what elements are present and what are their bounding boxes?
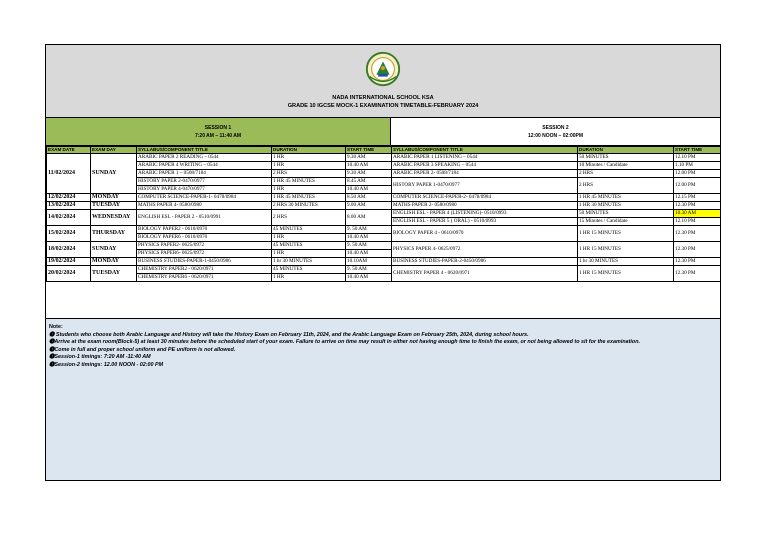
start-time-cell: 10.10AM [346, 258, 392, 266]
exam-day-cell: SUNDAY [91, 242, 137, 258]
duration-cell: 1 HR [272, 274, 346, 282]
duration-cell: 1 hr 30 MINUTES [578, 258, 674, 266]
component-title-cell: PHYSICS PAPER2- 0625/0972 [137, 242, 272, 250]
start-time-cell: 10.40 AM [346, 162, 392, 170]
note-line: 🅐Session-2 timings: 12.00 NOON - 02:00 PM [49, 361, 164, 368]
start-time-cell: 12.10 PM [674, 154, 721, 162]
duration-cell: 1 HR 15 MINUTES [578, 242, 674, 258]
exam-day-cell: MONDAY [91, 194, 137, 202]
component-title-cell: ARABIC PAPER 1 – 0508/7184 [137, 170, 272, 178]
duration-cell: 1 HR 15 MINUTES [578, 226, 674, 242]
duration-cell: 1 HR 30 MINUTES [578, 202, 674, 210]
component-title-cell: ENGLISH ESL - PAPER 2 - 0510/0991 [137, 210, 272, 226]
duration-cell: 15 Minutes / Candidate [578, 218, 674, 226]
duration-cell: 1 hr 30 MINUTES [272, 258, 346, 266]
component-title-cell: HISTORY PAPER 2-0470/0977 [137, 178, 272, 186]
duration-cell: 1 HR 15 MINUTES [578, 266, 674, 282]
note-line: 🅐Session-1 timings: 7:20 AM -11:40 AM [49, 354, 151, 361]
notes-section [46, 318, 720, 480]
start-time-cell: 8.00 AM [346, 210, 392, 226]
duration-cell: 2 HRS [272, 210, 346, 226]
start-time-cell: 12.10 PM [674, 218, 721, 226]
session-1-header [46, 118, 391, 146]
start-time-cell: 10.30 AM [674, 210, 721, 218]
column-header: EXAM DAY [91, 147, 137, 154]
component-title-cell: BUSINESS STUDIES-PAPER-1-0450/0986 [137, 258, 272, 266]
component-title-cell: ARABIC PAPER 2 READING – 0544 [137, 154, 272, 162]
exam-date-cell: 20/02/2024 [47, 266, 91, 282]
start-time-cell: 8.50 AM [346, 194, 392, 202]
column-header: EXAM DATE [47, 147, 91, 154]
note-line: 🅐 Students who choose both Arabic Language and History will take the History Exam on February 11th, 2024, and the Arabic Language Exam on February 25th, 2024, during school hours. [49, 331, 529, 338]
component-title-cell: ARABIC PAPER 4 WRITING – 0544 [137, 162, 272, 170]
start-time-cell: 12.15 PM [674, 194, 721, 202]
duration-cell: 1 HR [272, 162, 346, 170]
exam-date-cell: 11/02/2024 [47, 154, 91, 194]
start-time-cell: 9. 50 AM [346, 266, 392, 274]
duration-cell: 1 HR [272, 250, 346, 258]
start-time-cell: 12.30 PM [674, 266, 721, 282]
table-row [47, 154, 721, 162]
column-header: DURATION [272, 147, 346, 154]
component-title-cell: CHEMISTRY PAPER 4 - 0620/0971 [392, 266, 578, 282]
exam-day-cell: WEDNESDAY [91, 210, 137, 226]
component-title-cell: ARABIC PAPER 3 SPEAKING – 0544 [392, 162, 578, 170]
start-time-cell: 9.30 AM [346, 170, 392, 178]
component-title-cell: COMPUTER SCIENCE-PAPER-2- 0478/0984 [392, 194, 578, 202]
exam-date-cell: 14/02/2024 [47, 210, 91, 226]
table-row [47, 266, 721, 274]
exam-date-cell: 12/02/2024 [47, 194, 91, 202]
start-time-cell: 10.40 AM [346, 186, 392, 194]
component-title-cell: MATHS PAPER 4- 0580/0980 [137, 202, 272, 210]
exam-date-cell: 15/02/2024 [47, 226, 91, 242]
session-1-name: SESSION 1 [204, 125, 232, 131]
duration-cell: 45 MINUTES [272, 226, 346, 234]
component-title-cell: CHEMISTRY PAPER6 - 0620/0971 [137, 274, 272, 282]
column-header: SYLLABUS/COMPONENT TITLE [392, 147, 578, 154]
start-time-cell: 12.30 PM [674, 226, 721, 242]
start-time-cell: 9.30 AM [346, 154, 392, 162]
component-title-cell: BIOLOGY PAPER6 - 0610/0970 [137, 234, 272, 242]
table-row [47, 170, 721, 178]
exam-day-cell: SUNDAY [91, 154, 137, 194]
component-title-cell: HISTORY PAPER 4-0470/0977 [137, 186, 272, 194]
start-time-cell: 12.30 PM [674, 258, 721, 266]
start-time-cell: 10.40 AM [346, 250, 392, 258]
component-title-cell: COMPUTER SCIENCE-PAPER-1- 0478/0984 [137, 194, 272, 202]
start-time-cell: 12.00 PM [674, 178, 721, 194]
duration-cell: 2 HRS [272, 170, 346, 178]
column-header-row [47, 147, 721, 154]
component-title-cell: BIOLOGY PAPER2 - 0610/0970 [137, 226, 272, 234]
column-header: START TIME [674, 147, 721, 154]
session-2-header [391, 118, 720, 146]
start-time-cell: 12.30 PM [674, 202, 721, 210]
duration-cell: 1 HR [272, 186, 346, 194]
session-2-time: 12:00 NOON – 02:00PM [527, 133, 584, 139]
duration-cell: 45 MINUTES [272, 266, 346, 274]
start-time-cell: 9. 50 AM [346, 226, 392, 234]
start-time-cell: 9. 50 AM [346, 242, 392, 250]
component-title-cell: CHEMISTRY PAPER2 - 0620/0971 [137, 266, 272, 274]
school-crest-icon [364, 50, 402, 88]
timetable-sheet [45, 44, 721, 481]
start-time-cell: 12.30 PM [674, 242, 721, 258]
duration-cell: 50 MINUTES [578, 210, 674, 218]
duration-cell: 50 MINUTES [578, 154, 674, 162]
table-row [47, 226, 721, 234]
exam-date-cell: 19/02/2024 [47, 258, 91, 266]
exam-day-cell: TUESDAY [91, 202, 137, 210]
session-1-time: 7:20 AM – 11:40 AM [194, 133, 242, 139]
exam-date-cell: 13/02/2024 [47, 202, 91, 210]
component-title-cell: ARABIC PAPER 1 LISTENING – 0544 [392, 154, 578, 162]
component-title-cell: ENGLISH ESL - PAPER 4 (LISTENING)- 0510/0993 [392, 210, 578, 218]
component-title-cell: BIOLOGY PAPER 4 - 0610/0970 [392, 226, 578, 242]
start-time-cell: 1.10 PM [674, 162, 721, 170]
table-row [47, 210, 721, 218]
exam-date-cell: 18/02/2024 [47, 242, 91, 258]
duration-cell: 2 HRS 30 MINUTES [272, 202, 346, 210]
component-title-cell: MATHS PAPER 2- 0580/0980 [392, 202, 578, 210]
start-time-cell: 9.00 AM [346, 202, 392, 210]
duration-cell: 45 MINUTES [272, 242, 346, 250]
component-title-cell: HISTORY PAPER 1-0470/0977 [392, 178, 578, 194]
duration-cell: 1 HR 45 MINUTES [272, 178, 346, 186]
duration-cell: 2 HRS [578, 170, 674, 178]
exam-day-cell: TUESDAY [91, 266, 137, 282]
exam-day-cell: MONDAY [91, 258, 137, 266]
start-time-cell: 8.45 AM [346, 178, 392, 186]
column-header: SYLLABUS/COMPONENT TITLE [137, 147, 272, 154]
table-row [47, 162, 721, 170]
duration-cell: 10 Minutes / Candidate [578, 162, 674, 170]
component-title-cell: PHYSICS PAPER6- 0625/0972 [137, 250, 272, 258]
timetable [46, 146, 721, 282]
component-title-cell: PHYSICS PAPER 4- 0625/0972 [392, 242, 578, 258]
table-row [47, 242, 721, 250]
duration-cell: 2 HRS [578, 178, 674, 194]
notes-title: Note: [49, 324, 63, 330]
column-header: DURATION [578, 147, 674, 154]
duration-cell: 1 HR [272, 234, 346, 242]
table-row [47, 258, 721, 266]
table-row [47, 202, 721, 210]
duration-cell: 1 HR [272, 154, 346, 162]
start-time-cell: 12.00 PM [674, 170, 721, 178]
session-2-name: SESSION 2 [542, 125, 569, 131]
exam-day-cell: THURSDAY [91, 226, 137, 242]
duration-cell: 1 HR 45 MINUTES [578, 194, 674, 202]
duration-cell: 1 HR 45 MINUTES [272, 194, 346, 202]
component-title-cell: ENGLISH ESL - PAPER 5 ( ORAL) - 0510/0993 [392, 218, 578, 226]
start-time-cell: 10.40 AM [346, 274, 392, 282]
component-title-cell: BUSINESS STUDIES-PAPER-2-0450/0986 [392, 258, 578, 266]
exam-title: GRADE 10 IGCSE MOCK-1 EXAMINATION TIMETABLE-FEBRUARY 2024 [287, 103, 479, 109]
note-line: 🅐Come in full and proper school uniform and PE uniform is not allowed. [49, 346, 236, 353]
note-line: 🅐Arrive at the exam room(Block-5) at least 30 minutes before the scheduled start of your exam. Failure to arrive on time may result in either not having enough time to finish the exam, or not being allowed to sit for the examination. [49, 339, 640, 346]
component-title-cell: ARABIC PAPER 2- 0508/7184 [392, 170, 578, 178]
header-band [46, 45, 720, 118]
table-row [47, 194, 721, 202]
column-header: START TIME [346, 147, 392, 154]
school-name: NADA INTERNATIONAL SCHOOL KSA [332, 95, 434, 101]
table-row [47, 178, 721, 186]
start-time-cell: 10.40 AM [346, 234, 392, 242]
timetable-body [47, 154, 721, 282]
